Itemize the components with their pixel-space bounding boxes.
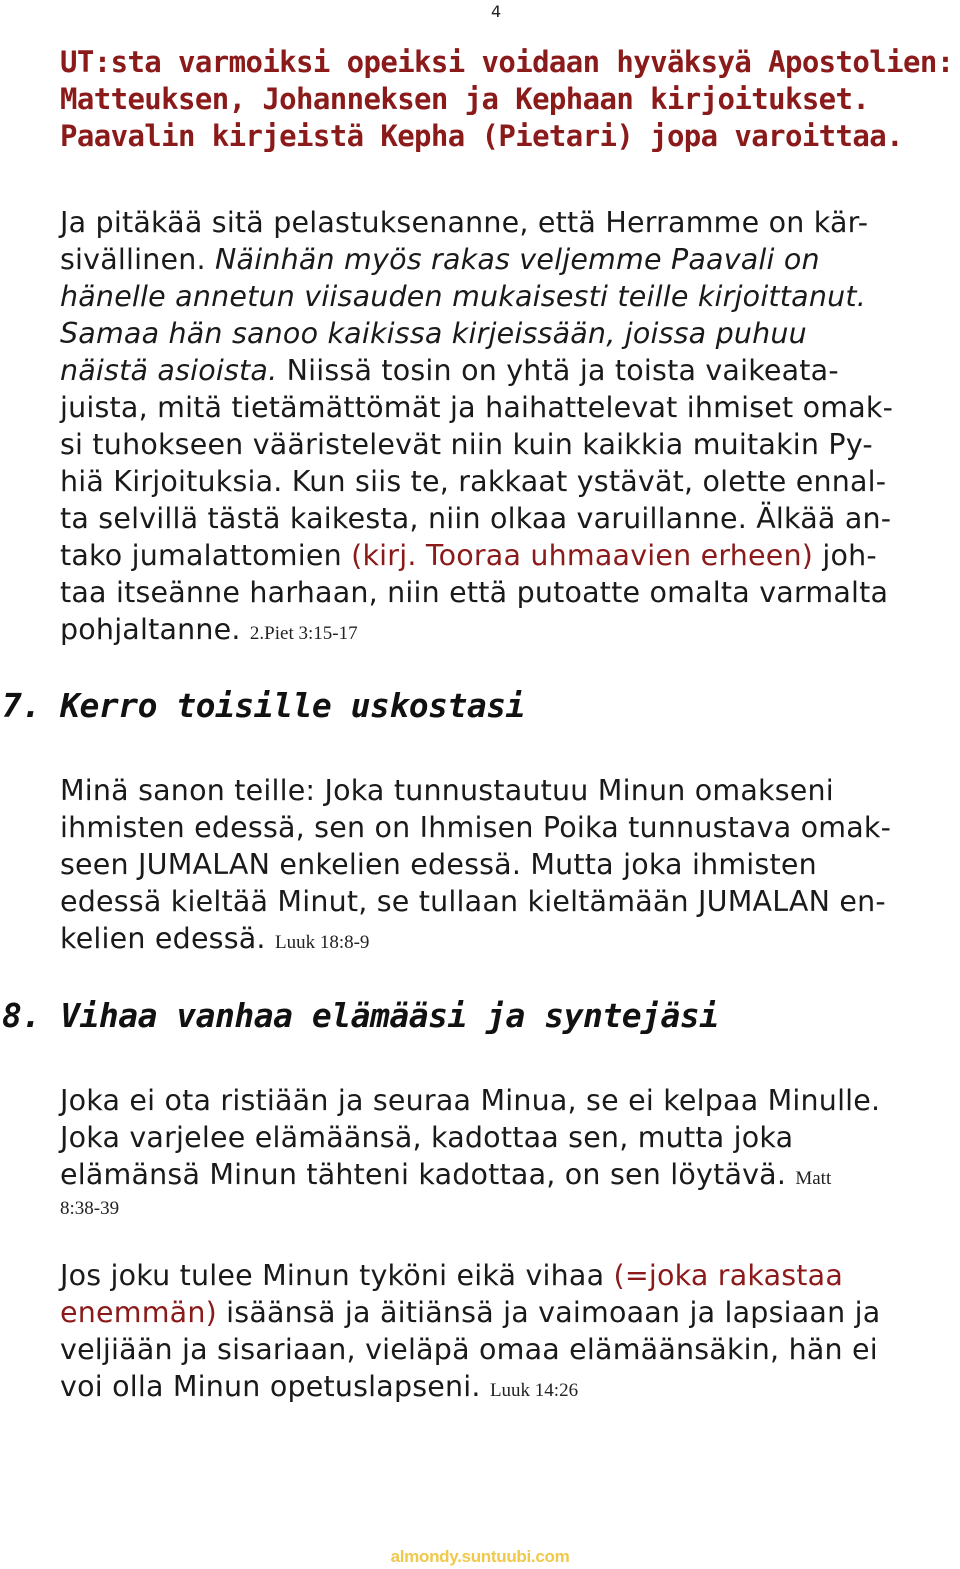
quote-section-8b	[60, 1257, 950, 1409]
quote-text: isäänsä ja äitiänsä ja vaimoaan ja lapsiaan ja	[216, 1296, 881, 1329]
quote-line: seen JUMALAN enkelien edessä. Mutta joka ihmisten	[60, 848, 817, 881]
quote-line: ta selvillä tästä kaikesta, niin olkaa varuillanne. Älkää an-	[60, 502, 892, 535]
quote-text: elämänsä Minun tähteni kadottaa, on sen löytävä.	[60, 1158, 787, 1191]
quote-line: Joka varjelee elämäänsä, kadottaa sen, mutta joka	[60, 1121, 794, 1154]
quote-text: pohjaltanne.	[60, 613, 241, 646]
section-heading-8: 8. Vihaa vanhaa elämääsi ja syntejäsi	[2, 996, 719, 1035]
quote-text-italic: Näinhän myös rakas veljemme Paavali on	[205, 243, 820, 276]
bible-reference: 2.Piet 3:15-17	[249, 623, 358, 644]
quote-section-7	[60, 772, 950, 961]
quote-annotation-red: enemmän)	[60, 1296, 217, 1329]
quote-text-italic: näistä asioista.	[60, 354, 278, 387]
intro-line: Matteuksen, Johanneksen ja Kephaan kirjoitukset.	[60, 82, 870, 116]
quote-text: Jos joku tulee Minun tyköni eikä vihaa	[60, 1259, 614, 1292]
quote-line: Ja pitäkää sitä pelastuksenanne, että Herramme on kär-	[60, 206, 869, 239]
section-heading-7: 7. Kerro toisille uskostasi	[2, 686, 525, 725]
quote-line	[60, 537, 950, 574]
intro-line: UT:sta varmoiksi opeiksi voidaan hyväksyä Apostolien:	[60, 45, 954, 79]
quote-text: joh-	[813, 539, 877, 572]
bible-reference: Matt	[795, 1168, 832, 1189]
quote-line: taa itseänne harhaan, niin että putoatte omalta varmalta	[60, 576, 889, 609]
quote-line: si tuhokseen vääristelevät niin kuin kaikkia muitakin Py-	[60, 428, 873, 461]
quote-line	[60, 241, 950, 278]
bible-reference: Luuk 18:8-9	[274, 932, 370, 953]
quote-line	[60, 1368, 950, 1409]
intro-paragraph	[60, 44, 954, 155]
quote-text: Niissä tosin on yhtä ja toista vaikeata-	[277, 354, 839, 387]
page-number: 4	[491, 2, 502, 21]
bible-reference: 8:38-39	[60, 1198, 120, 1219]
quote-line	[60, 1294, 950, 1331]
quote-line	[60, 1156, 950, 1197]
quote-line	[60, 1257, 950, 1294]
quote-line	[60, 611, 950, 652]
quote-line: ihmisten edessä, sen on Ihmisen Poika tunnustava omak-	[60, 811, 892, 844]
intro-line: Paavalin kirjeistä Kepha (Pietari) jopa varoittaa.	[60, 119, 903, 153]
quote-peter	[60, 204, 950, 652]
bible-reference: Luuk 14:26	[489, 1380, 579, 1401]
quote-section-8a	[60, 1082, 950, 1221]
quote-annotation-red: (=joka rakastaa	[613, 1259, 844, 1292]
quote-line-italic: Samaa hän sanoo kaikissa kirjeissään, joissa puhuu	[60, 317, 807, 350]
quote-text: sivällinen.	[60, 243, 206, 276]
quote-line: Minä sanon teille: Joka tunnustautuu Minun omakseni	[60, 774, 834, 807]
quote-line: juista, mitä tietämättömät ja haihattelevat ihmiset omak-	[60, 391, 894, 424]
quote-text: tako jumalattomien	[60, 539, 352, 572]
quote-line: hiä Kirjoituksia. Kun siis te, rakkaat ystävät, olette ennal-	[60, 465, 887, 498]
quote-line	[60, 352, 950, 389]
quote-line: Joka ei ota ristiään ja seuraa Minua, se ei kelpaa Minulle.	[60, 1084, 881, 1117]
footer-watermark: almondy.suntuubi.com	[390, 1547, 570, 1566]
quote-line-italic: hänelle annetun viisauden mukaisesti teille kirjoittanut.	[60, 280, 867, 313]
quote-line: veljiään ja sisariaan, vieläpä omaa elämäänsäkin, hän ei	[60, 1333, 878, 1366]
quote-text: voi olla Minun opetuslapseni.	[60, 1370, 481, 1403]
quote-text: kelien edessä.	[60, 922, 266, 955]
quote-line	[60, 920, 950, 961]
quote-line: edessä kieltää Minut, se tullaan kieltämään JUMALAN en-	[60, 885, 886, 918]
quote-annotation-red: (kirj. Tooraa uhmaavien erheen)	[351, 539, 814, 572]
